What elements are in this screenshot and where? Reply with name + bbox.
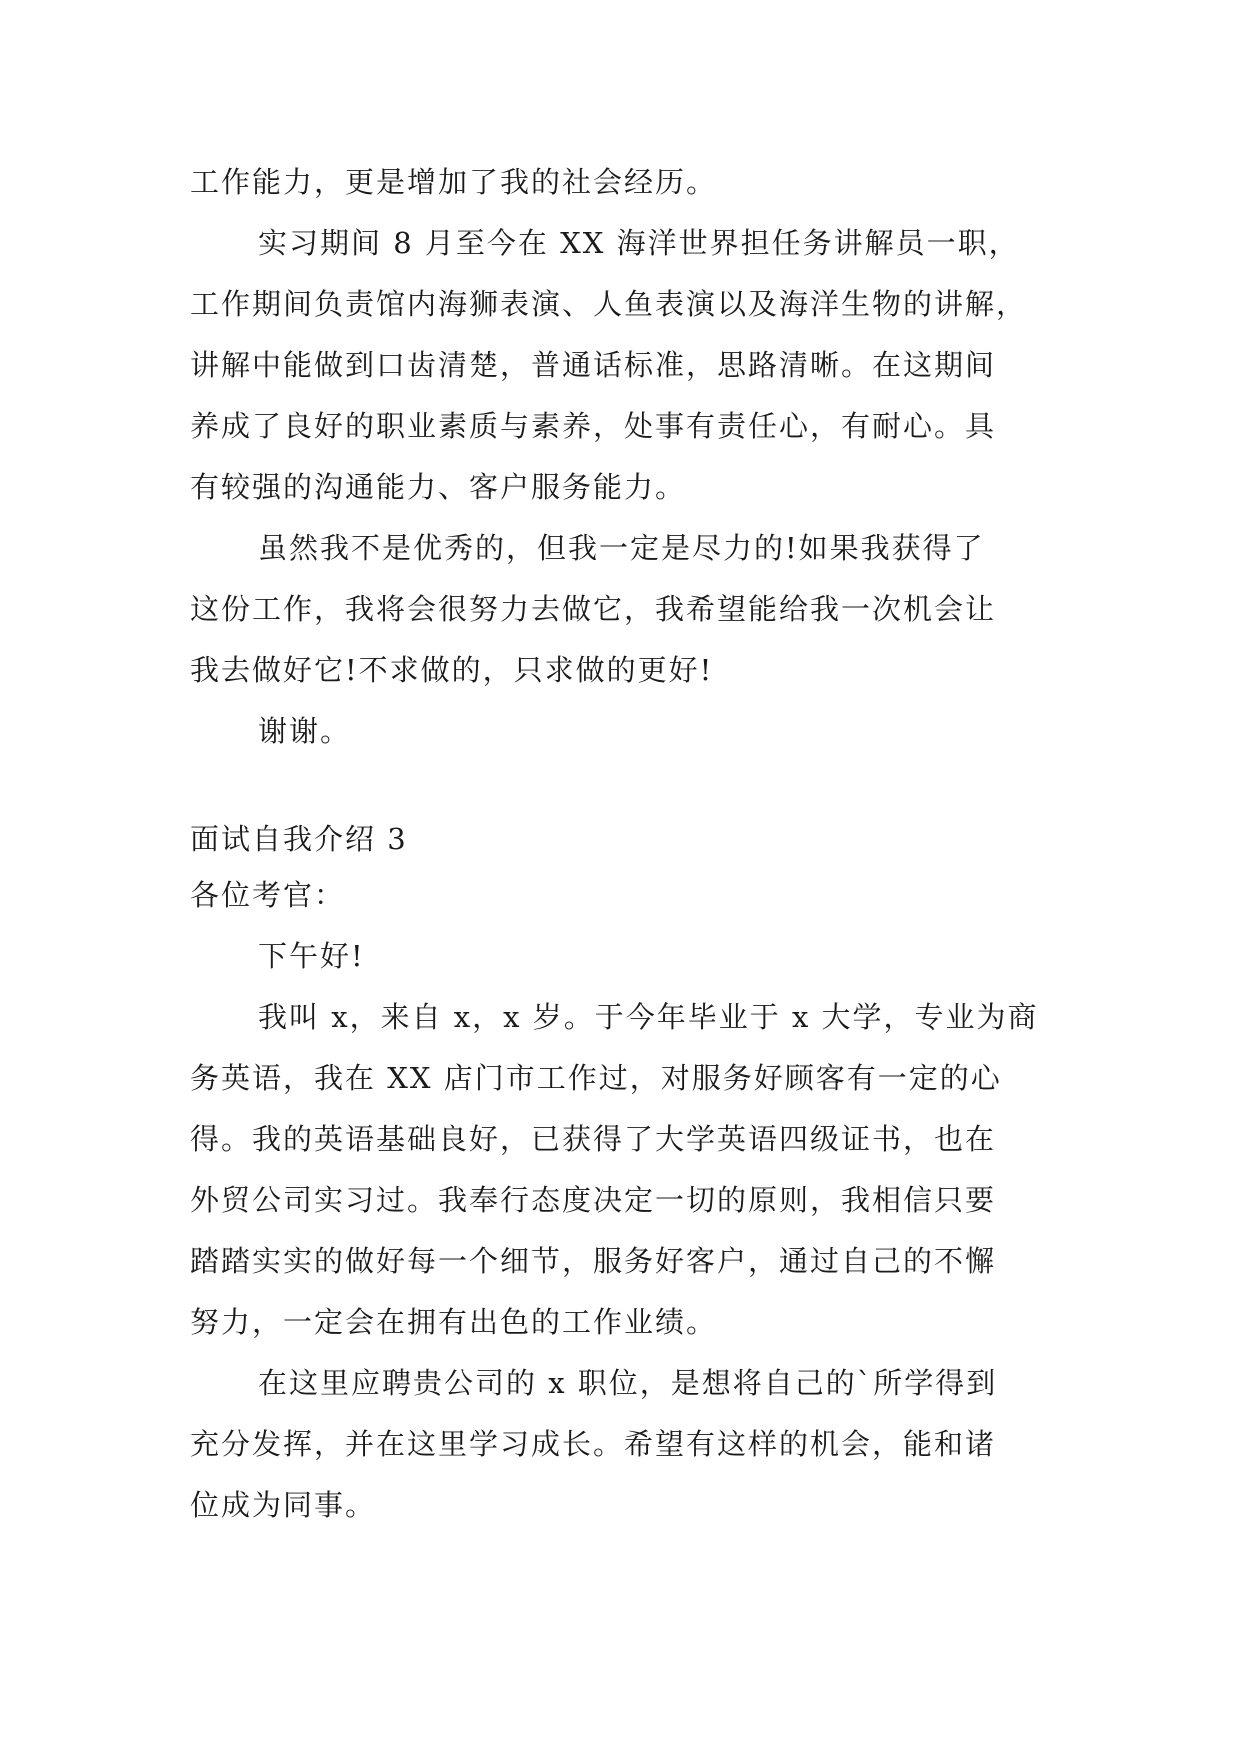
- greeting-line: 下午好!: [258, 939, 365, 973]
- paragraph-line: 有较强的沟通能力、客户服务能力。: [190, 470, 687, 504]
- salutation: 各位考官：: [190, 878, 346, 912]
- paragraph-line: 实习期间 8 月至今在 XX 海洋世界担任务讲解员一职，: [258, 226, 1020, 260]
- paragraph-line: 在这里应聘贵公司的 x 职位，是想将自己的`所学得到: [258, 1366, 998, 1400]
- paragraph-line: 外贸公司实习过。我奉行态度决定一切的原则，我相信只要: [190, 1183, 997, 1217]
- paragraph-line: 这份工作，我将会很努力去做它，我希望能给我一次机会让: [190, 592, 997, 626]
- paragraph-line: 养成了良好的职业素质与素养，处事有责任心，有耐心。具: [190, 409, 997, 443]
- paragraph-line: 我去做好它!不求做的，只求做的更好!: [190, 653, 714, 687]
- paragraph-line: 工作期间负责馆内海狮表演、人鱼表演以及海洋生物的讲解，: [190, 287, 1028, 321]
- closing-line: 谢谢。: [258, 714, 352, 748]
- paragraph-line: 工作能力，更是增加了我的社会经历。: [190, 165, 718, 199]
- paragraph-line: 我叫 x，来自 x，x 岁。于今年毕业于 x 大学，专业为商: [258, 1000, 1039, 1034]
- paragraph-line: 务英语，我在 XX 店门市工作过，对服务好顾客有一定的心: [190, 1061, 1002, 1095]
- paragraph-line: 充分发挥，并在这里学习成长。希望有这样的机会，能和诸: [190, 1427, 997, 1461]
- paragraph-line: 得。我的英语基础良好，已获得了大学英语四级证书，也在: [190, 1122, 997, 1156]
- paragraph-line: 位成为同事。: [190, 1488, 377, 1522]
- paragraph-line: 踏踏实实的做好每一个细节，服务好客户，通过自己的不懈: [190, 1244, 997, 1278]
- paragraph-line: 虽然我不是优秀的，但我一定是尽力的!如果我获得了: [258, 531, 985, 565]
- paragraph-line: 努力，一定会在拥有出色的工作业绩。: [190, 1305, 718, 1339]
- paragraph-line: 讲解中能做到口齿清楚，普通话标准，思路清晰。在这期间: [190, 348, 997, 382]
- section-title: 面试自我介绍 3: [190, 822, 408, 856]
